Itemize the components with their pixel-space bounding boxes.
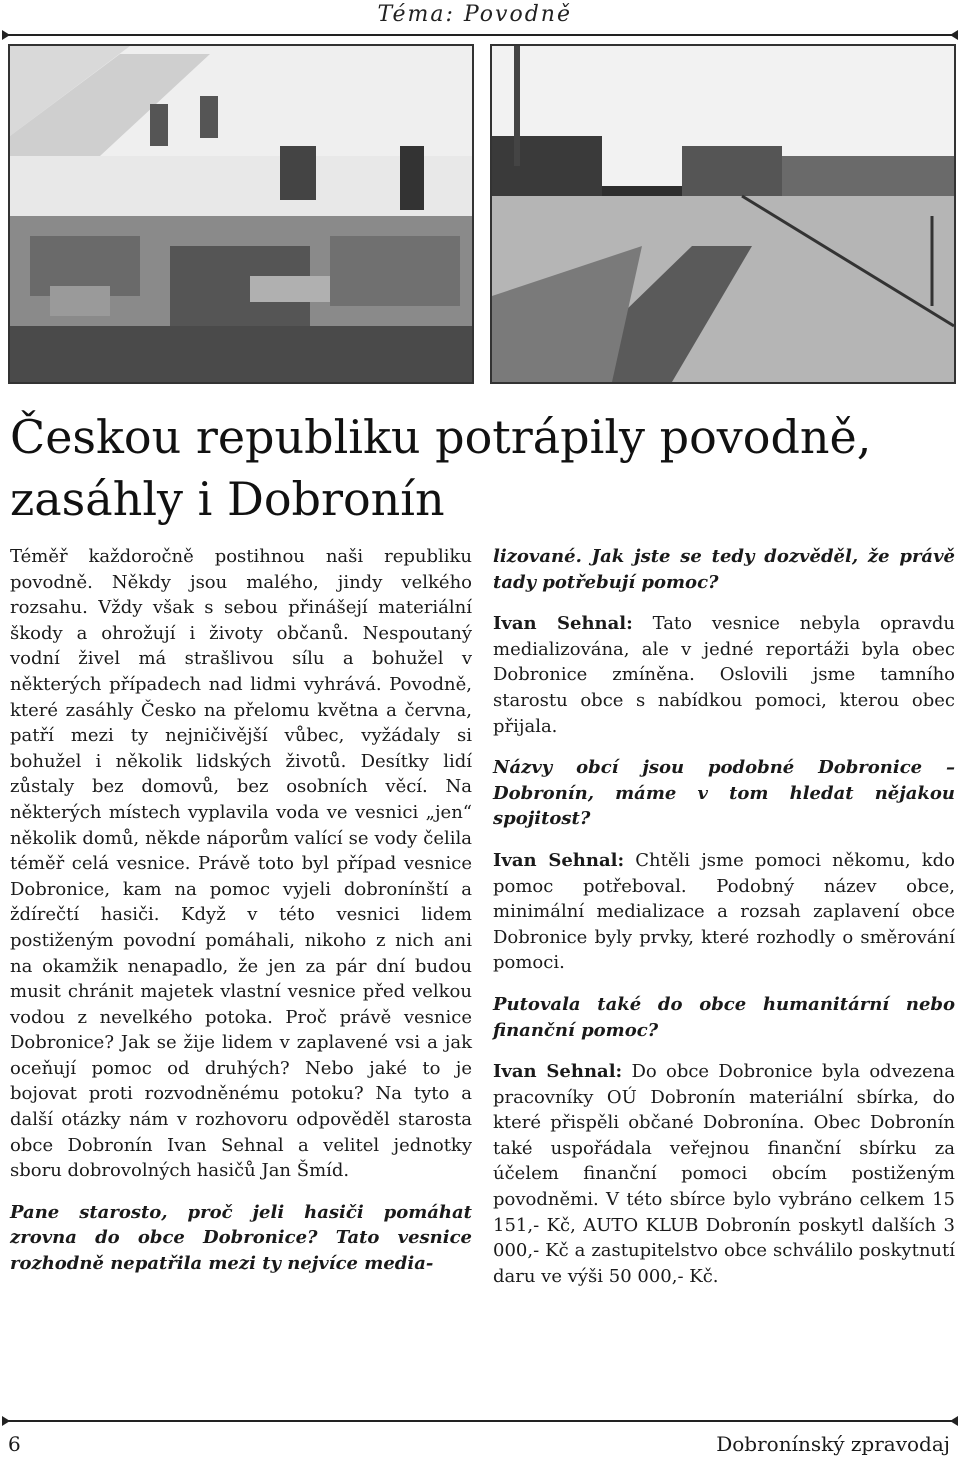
answer-2 xyxy=(493,848,955,976)
column-right xyxy=(493,544,955,1305)
page-number: 6 xyxy=(8,1432,21,1456)
question-1-part-1: Pane starosto, proč jeli hasiči pomáhat zrovna do obce Dobronice? Tato vesnice rozhodně nepatřila mezi ty nejvíce media- xyxy=(10,1201,472,1275)
headline-line-1: Českou republiku potrápily povodně, xyxy=(10,410,872,464)
top-divider xyxy=(4,34,956,36)
topic-label: Téma: Povodně xyxy=(377,2,572,27)
answer-1-text: Tato vesnice nebyla opravdu medializována, ale v jedné reportáži byla obec Dobronice zmíněna. Oslovili jsme tamního starostu obce s nabídkou pomoci, kterou obec přijala. xyxy=(493,613,955,737)
answer-2-text: Chtěli jsme pomoci někomu, kdo pomoc potřeboval. Podobný název obce, minimální medializace a rozsah zaplavení obce Dobronice byly prvky, které rozhodly o směrování pomoci. xyxy=(493,849,955,974)
headline xyxy=(10,406,955,530)
photo-flooded-road xyxy=(490,44,956,384)
question-1-part-2: lizované. Jak jste se tedy dozvěděl, že právě tady potřebují pomoc? xyxy=(493,546,955,593)
speaker-label: Ivan Sehnal: xyxy=(493,849,625,871)
question-3: Putovala také do obce humanitární nebo finanční pomoc? xyxy=(493,993,955,1041)
speaker-label: Ivan Sehnal: xyxy=(493,1061,623,1083)
speaker-label: Ivan Sehnal: xyxy=(493,613,633,635)
journal-name: Dobronínský zpravodaj xyxy=(716,1432,950,1456)
answer-3 xyxy=(493,1059,955,1289)
column-left xyxy=(10,544,472,1293)
answer-3-text: Do obce Dobronice byla odvezena pracovníky OÚ Dobronín materiální sbírka, do které přispěli občané Dobronína. Obec Dobronín také uspořádala veřejnou finanční sbírku za účelem finanční pomoci obcím postiženým povodněmi. V této sbírce bylo vybráno celkem 15 151,- Kč, AUTO KLUB Dobronín poskytl dalších 3 000,- Kč a zastupitelstvo obce schválilo poskytnutí daru ve výši 50 000,- Kč. xyxy=(493,1061,955,1287)
bottom-divider xyxy=(4,1420,956,1422)
intro-paragraph: Téměř každoročně postihnou naši republiku povodně. Někdy jsou malého, jindy velkého rozsahu. Vždy však s sebou přinášejí materiální škody a ohrožují i životy občanů. Nespoutaný vodní živel má strašlivou sílu a bohužel v některých případech nad lidmi vyhrává. Povodně, které zasáhly Česko na přelomu května a června, patří mezi ty nejničivější vůbec, vyžádaly si bohužel i několik lidských životů. Desítky lidí zůstaly bez domovů, bez osobních věcí. Na některých místech vyplavila voda ve vesnici „jen“ několik domů, někde náporům valící se vody čelila téměř celá vesnice. Právě toto byl případ vesnice Dobronice, kam na pomoc vyjeli dobronínští a ždírečtí hasiči. Když v této vesnici lidem postiženým povodní pomáhali, nikoho z nich ani na okamžik nenapadlo, že jen za pár dní budou musit chránit majetek vlastní vesnice před velkou vodou z nevelkého potoka. Proč právě vesnice Dobronice? Jak se žije lidem v zaplavené vsi a jak oceňují pomoc od druhých? Nebo jaké to je bojovat proti rozvodněnému potoku? Na tyto a další otázky nám v rozhovoru odpověděl starosta obce Dobronín Ivan Sehnal a velitel jednotky sboru dobrovolných hasičů Jan Šmíd. xyxy=(10,546,472,1182)
photo-house xyxy=(8,44,474,384)
question-2: Názvy obcí jsou podobné Dobronice – Dobronín, máme v tom hledat nějakou spojitost? xyxy=(493,757,955,830)
answer-1 xyxy=(493,611,955,739)
headline-line-2: zasáhly i Dobronín xyxy=(10,472,445,526)
